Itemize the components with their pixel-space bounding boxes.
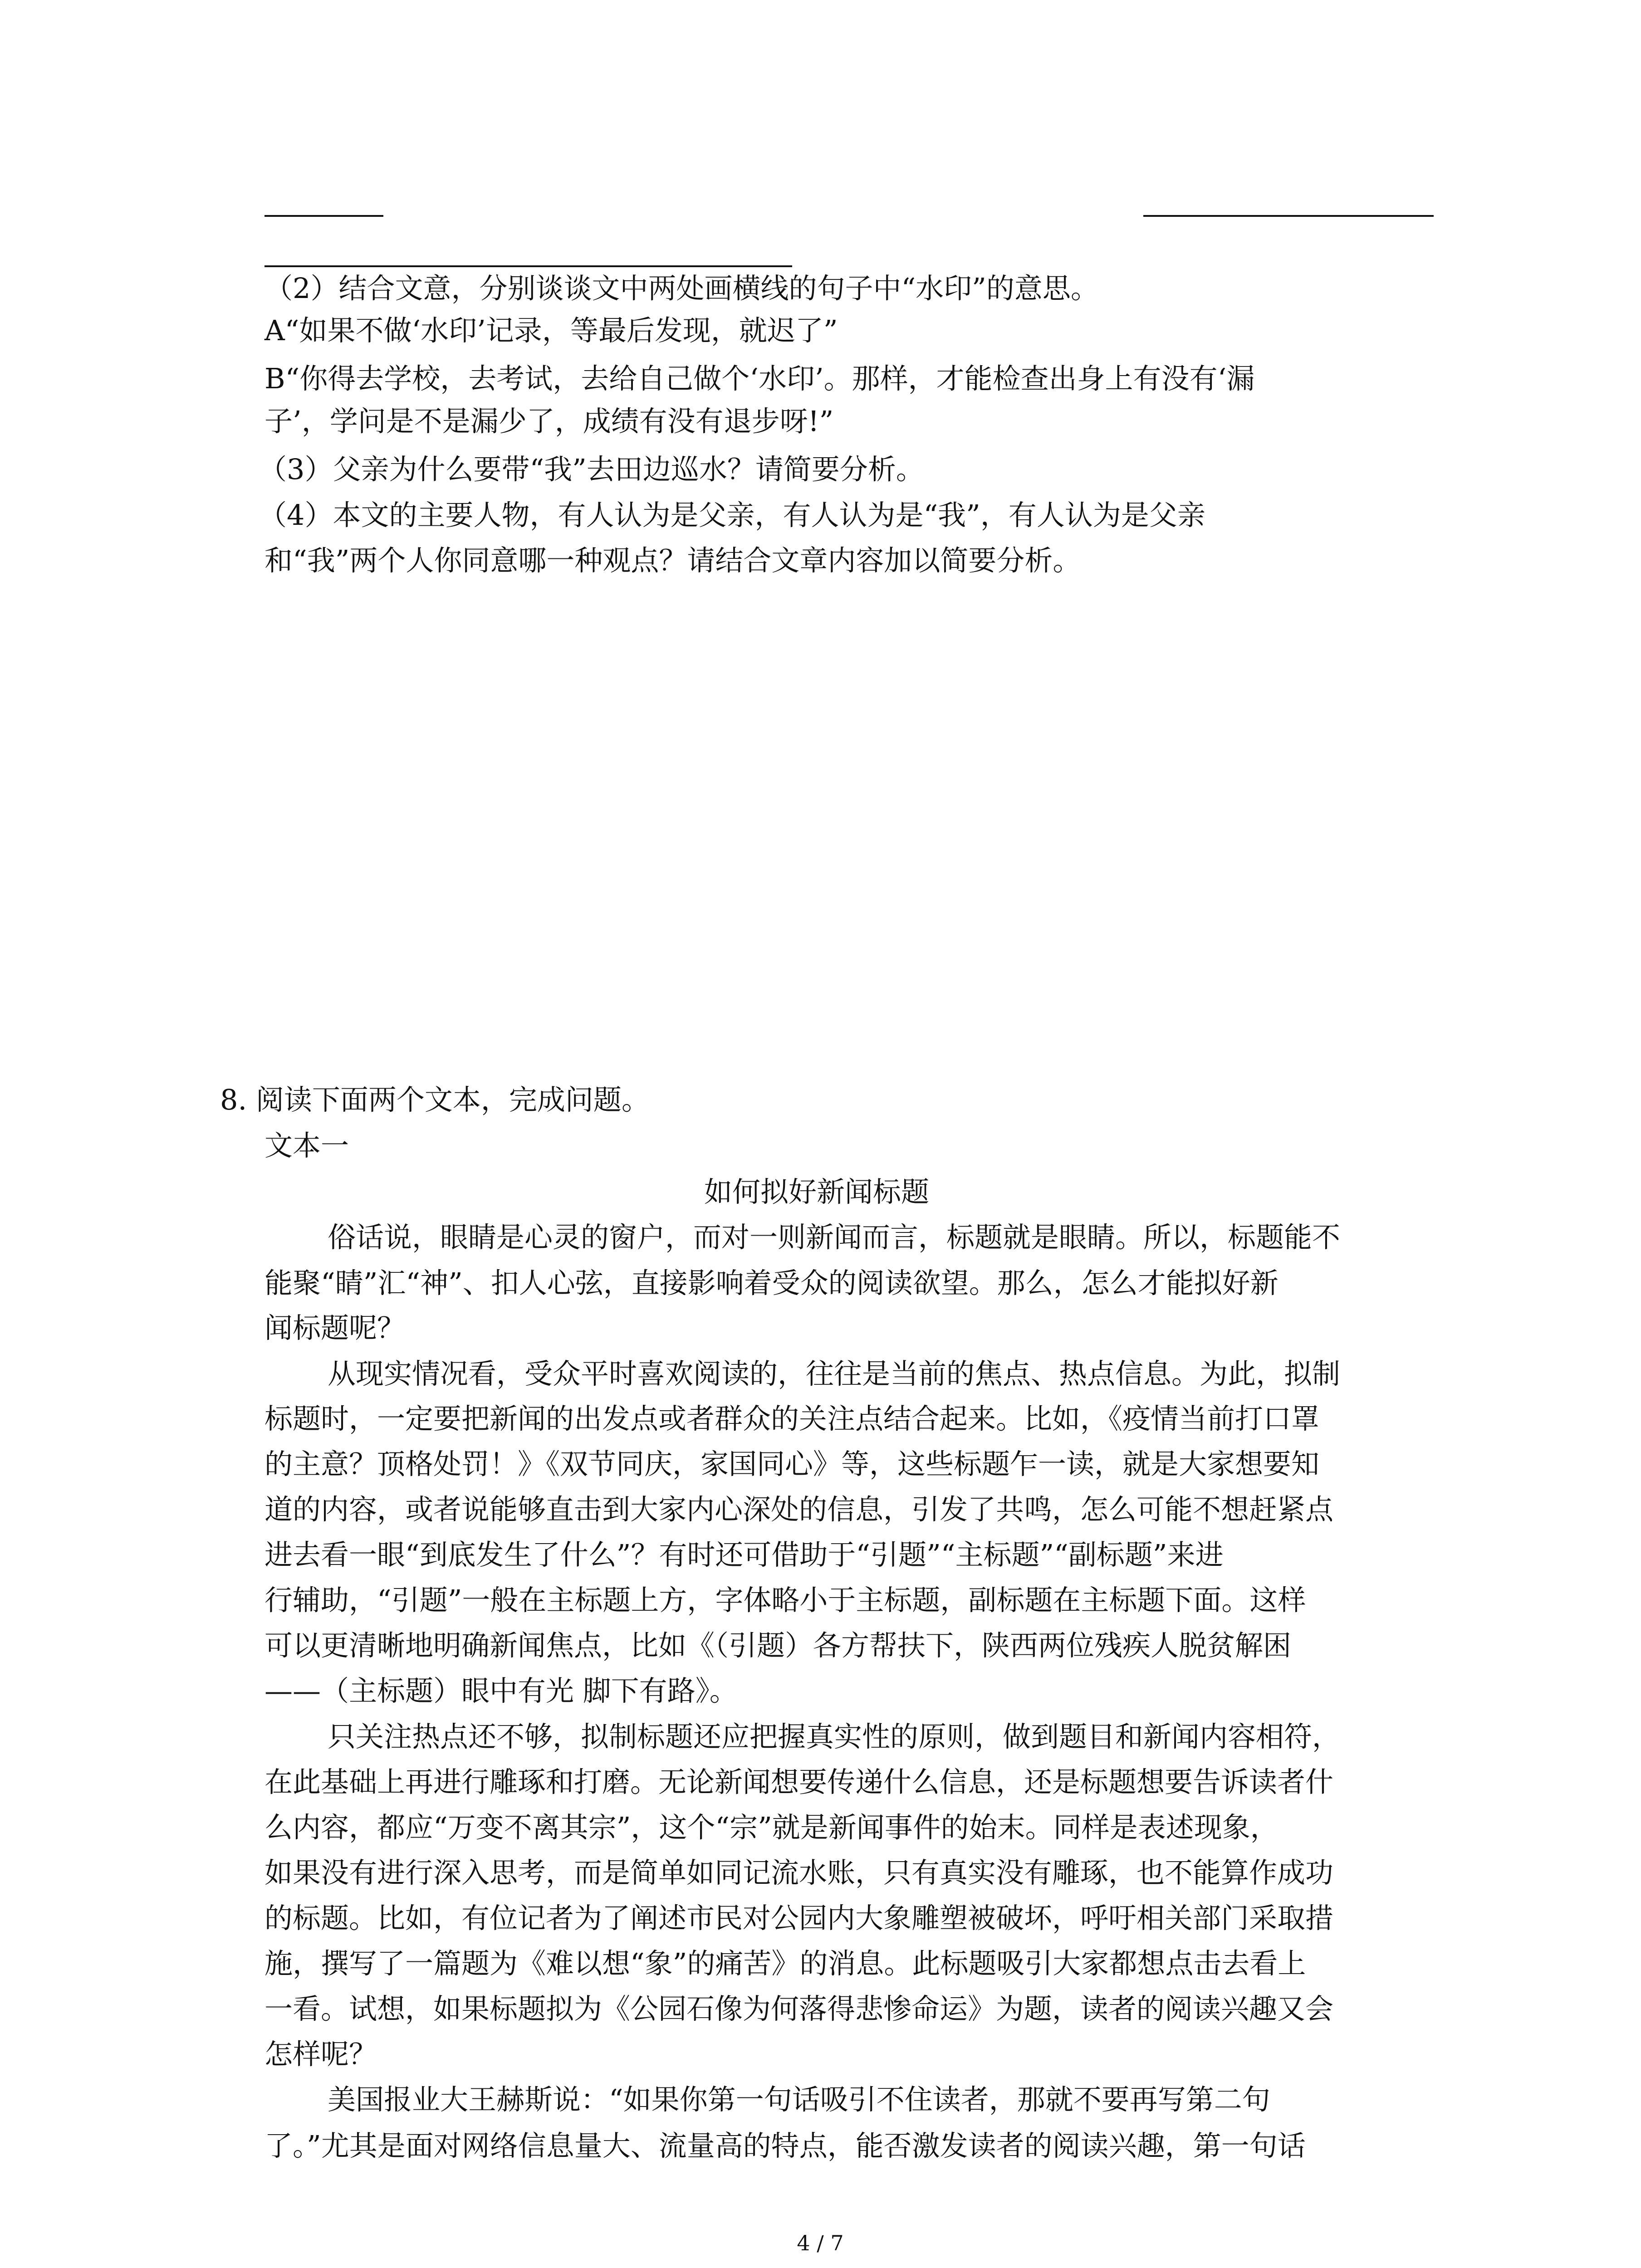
- answer-blank-middle: [265, 265, 792, 267]
- para3-line: 么内容，都应“万变不离其宗”，这个“宗”就是新闻事件的始末。同样是表述现象，: [265, 1811, 1279, 1844]
- para3-line: 只关注热点还不够，拟制标题还应把握真实性的原则，做到题目和新闻内容相符，: [328, 1720, 1341, 1753]
- article-title: 如何拟好新闻标题: [704, 1175, 929, 1208]
- q7-sub2-b-line1: B“你得去学校，去考试，去给自己做个‘水印’。那样，才能检查出身上有没有‘漏: [265, 362, 1255, 395]
- q7-sub2: （2）结合文意，分别谈谈文中两处画横线的句子中“水印”的意思。: [265, 272, 1099, 305]
- para3-line: 如果没有进行深入思考，而是简单如同记流水账，只有真实没有雕琢，也不能算作成功: [265, 1856, 1334, 1889]
- q7-sub4-line2: 和“我”两个人你同意哪一种观点？请结合文章内容加以简要分析。: [265, 544, 1081, 577]
- para3-line: 的标题。比如，有位记者为了阐述市民对公园内大象雕塑被破坏，呼吁相关部门采取措: [265, 1901, 1334, 1935]
- para1-line: 能聚“睛”汇“神”、扣人心弦，直接影响着受众的阅读欲望。那么，怎么才能拟好新: [265, 1266, 1279, 1300]
- q7-sub4-line1: （4）本文的主要人物，有人认为是父亲，有人认为是“我”，有人认为是父亲: [259, 499, 1205, 532]
- answer-blank-left: [265, 215, 383, 217]
- q7-sub2-a: A“如果不做‘水印’记录，等最后发现，就迟了”: [265, 314, 838, 347]
- page-number: 4 / 7: [797, 2231, 844, 2255]
- para4-line: 了。”尤其是面对网络信息量大、流量高的特点，能否激发读者的阅读兴趣，第一句话: [265, 2129, 1306, 2162]
- para2-line: 的主意？顶格处罚！》《双节同庆，家国同心》等，这些标题乍一读，就是大家想要知: [265, 1447, 1320, 1481]
- para4-line: 美国报业大王赫斯说：“如果你第一句话吸引不住读者，那就不要再写第二句: [328, 2083, 1270, 2116]
- para1-line: 俗话说，眼睛是心灵的窗户，而对一则新闻而言，标题就是眼睛。所以，标题能不: [328, 1221, 1341, 1254]
- para3-line: 怎样呢？: [265, 2038, 377, 2071]
- para3-line: 施，撰写了一篇题为《难以想“象”的痛苦》的消息。此标题吸引大家都想点击去看上: [265, 1947, 1306, 1980]
- para2-line: 进去看一眼“到底发生了什么”？有时还可借助于“引题”“主标题”“副标题”来进: [265, 1538, 1224, 1571]
- para2-line: 行辅助，“引题”一般在主标题上方，字体略小于主标题，副标题在主标题下面。这样: [265, 1584, 1306, 1617]
- para2-line: 标题时，一定要把新闻的出发点或者群众的关注点结合起来。比如，《疫情当前打口罩: [265, 1402, 1320, 1435]
- para2-line: ——（主标题）眼中有光 脚下有路》。: [265, 1674, 738, 1707]
- para2-line: 可以更清晰地明确新闻焦点，比如《（引题）各方帮扶下，陕西两位残疾人脱贫解困: [265, 1629, 1292, 1662]
- q7-sub2-b-line2: 子’，学问是不是漏少了，成绩有没有退步呀!”: [265, 405, 834, 438]
- answer-blank-right: [1143, 215, 1434, 217]
- para3-line: 在此基础上再进行雕琢和打磨。无论新闻想要传递什么信息，还是标题想要告诉读者什: [265, 1765, 1334, 1799]
- para2-line: 从现实情况看，受众平时喜欢阅读的，往往是当前的焦点、热点信息。为此，拟制: [328, 1357, 1341, 1390]
- para2-line: 道的内容，或者说能够直击到大家内心深处的信息，引发了共鸣，怎么可能不想赶紧点: [265, 1493, 1334, 1526]
- q7-sub3: （3）父亲为什么要带“我”去田边巡水？请简要分析。: [259, 453, 924, 486]
- q8-text-label: 文本一: [265, 1129, 349, 1162]
- q8-stem: 8. 阅读下面两个文本，完成问题。: [220, 1083, 650, 1116]
- para1-line: 闻标题呢？: [265, 1311, 406, 1344]
- para3-line: 一看。试想，如果标题拟为《公园石像为何落得悲惨命运》为题，读者的阅读兴趣又会: [265, 1992, 1334, 2025]
